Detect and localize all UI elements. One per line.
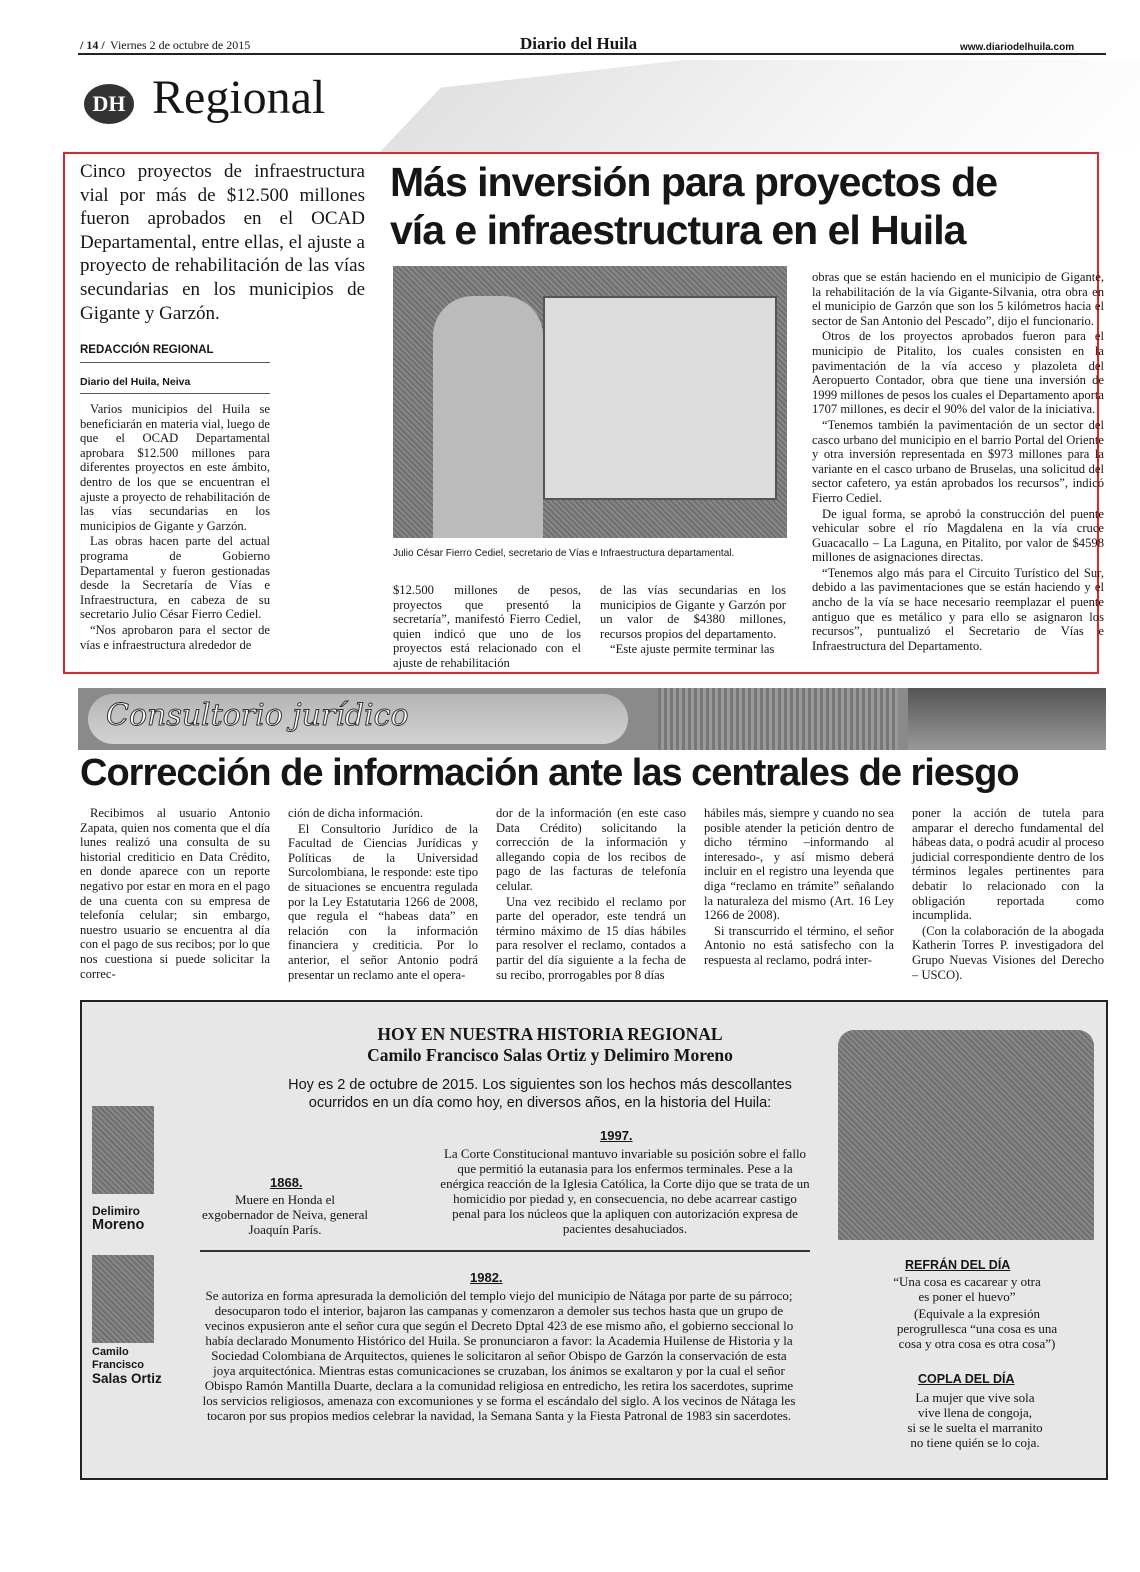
refran-text: “Una cosa es cacarear y otra es poner el huevo”: [893, 1274, 1041, 1304]
event-1982: Se autoriza en forma apresurada la demolición del templo viejo del municipio de Nátaga por parte de su párroco; desocuparon todo el interior, bajaron las campanas y comenzaron a demoler sus techos hasta que un grupo de vecinos expusieron ante el señor cura que según el Decreto Dptal 423 de ese mismo año, el gobierno seccional lo había declarado Monumento Histórico del Huila. Se pronunciaron a favor: la Academia Huilense de Historia y la Sociedad Colombiana de Arquitectos, quienes le solicitaron al señor Obispo de Garzón la conservación de esta joya arquitectónica. Mientras estas comunicaciones se cruzaban, los ánimos se exaltaron y por la cual el señor Obispo Ramón Mantilla Duarte, declara a la comunidad religiosa en entredicho, les retira los sacerdotes, suprime los servicios religiosos, amenaza con excomuniones y se forma el escándalo del siglo. A los vecinos de Nátaga les tocaron por sus propios medios celebrar la navidad, la Semana Santa y la Fiesta Patronal de 1983 sin sacerdotes.: [202, 1288, 796, 1423]
whiteboard-chart: [543, 296, 777, 500]
photo-town: [838, 1030, 1094, 1240]
person2-caption: Camilo Francisco Salas Ortiz: [92, 1346, 162, 1386]
event-1868: Muere en Honda el exgobernador de Neiva, general Joaquín París.: [201, 1192, 369, 1237]
copla-title: COPLA DEL DÍA: [918, 1372, 1015, 1386]
place-rule: [80, 393, 270, 394]
website: www.diariodelhuila.com: [960, 42, 1075, 53]
section-ribbon: [380, 60, 1140, 152]
event-1997: La Corte Constitucional mantuvo invariable su posición sobre el fallo que permitió la eutanasia para los enfermos terminales. Pese a la enérgica reacción de la Iglesia Católica, la Corte dijo que se trata de un homicidio por piedad y, en consecuencia, no debe acarrear castigo penal para los núcleos que la apliquen con autorización expresa de pacientes desahuciados.: [440, 1146, 810, 1236]
article-lead: Cinco proyectos de infraestructura vial por más de $12.500 millones fueron aprobados en el OCAD Departamental, entre ellas, el ajuste a proyecto de rehabilitación de las vías secundarias en los municipios de Gigante y Garzón.: [80, 161, 365, 324]
photo-caption: Julio César Fierro Cediel, secretario de Vías e Infraestructura departamental.: [393, 548, 735, 559]
consultorio-col-1: Recibimos al usuario Antonio Zapata, quien nos comenta que el día lunes realizó una consulta de su historial crediticio en Data Crédito, en donde aparece con un reporte negativo por estar en mora en el pago de una cuenta con su empresa de telefonía celular; sin embargo, nuestro usuario se encuentra al día con el pago de sus recibos; por lo que nos cuestiona si puede solicitar la correc-: [80, 806, 270, 981]
article-col-1: Varios municipios del Huila se beneficiarán en materia vial, luego de que el OCAD Departamental aprobara $12.500 millones para diferentes proyectos en este ámbito, dentro de los que se encuentran el ajuste a proyecto de rehabilitación de las vías secundarias en los municipios de Gigante y Garzón. Las obras hacen parte del actual programa de Gobierno Departamental y fueron gestionadas desde la Secretaría de Vías e Infraestructura, en cabeza de su secretario Julio César Fierro Cediel. “Nos aprobaron para el sector de vías e infraestructura alrededor de: [80, 402, 270, 652]
article-col-4: obras que se están haciendo en el municipio de Gigante, la rehabilitación de la vía Gigante-Silvania, otra obra en el municipio de Garzón que son los 5 kilómetros hacia el sector de San Antonio del Pescado”, dijo el funcionario. Otros de los proyectos aprobados fueron para el municipio de Pitalito, los cuales consisten en la pavimentación de la vía acceso y plazoleta del Aeropuerto Contador, obra que tiene una inversión de 1999 millones de pesos los cuales el Departamento aporta 1707 millones, es decir el 90% del valor de la iniciativa. “Tenemos también la pavimentación de un sector del casco urbano del municipio en el barrio Portal del Oriente y otra inversión representada en $973 millones para la variante en el casco urbano de Bruselas, una solicitud del sector cafetero, ya están aprobados los recursos”, indicó Fierro Cediel. De igual forma, se aprobó la construcción del puente vehicular sobre el río Magdalena en la vía cruce Guacacallo – La Laguna, en Pitalito, por valor de $4598 millones de asignaciones directas. “Tenemos algo más para el Circuito Turístico del Sur, debido a las pavimentaciones que se están haciendo y el ancho de la vía se hace necesario reemplazar el puente antiguo que es metálico y para ello se asignaron los recursos”, puntualizó el Secretario de Vías e Infraestructura del Departamento.: [812, 270, 1105, 653]
photo-secretary: [393, 266, 787, 538]
consultorio-col-5: poner la acción de tutela para amparar el derecho fundamental del hábeas data, o podrá acudir al proceso judicial correspondiente dentro de los términos legales pertinentes para debatir lo relacionado con la obligación reportada como incumplida. (Con la colaboración de la abogada Katherin Torres P. investigadora del Grupo Nuevas Visiones del Derecho – USCO).: [912, 806, 1104, 982]
article-col-2: $12.500 millones de pesos, proyectos que presentó la secretaría”, manifestó Fierro Cediel, quien indicó que uno de los proyectos está relacionado con el ajuste de rehabilitación: [393, 583, 581, 670]
timeline-line: [200, 1250, 810, 1252]
dh-logo: DH: [84, 84, 134, 124]
year-1982: 1982.: [470, 1270, 503, 1285]
consultorio-banner-title: Consultorio jurídico: [106, 698, 409, 733]
article-col-3: de las vías secundarias en los municipios de Gigante y Garzón por un valor de $4380 millones, recursos propios del departamento. “Este ajuste permite terminar las: [600, 583, 786, 657]
consultorio-col-2: ción de dicha información. El Consultorio Jurídico de la Facultad de Ciencias Jurídicas y Políticas de la Universidad Surcolombiana, le responde: este tipo de situaciones se encuentra regulada por la Ley Estatutaria 1266 de 2008, que regula el “habeas data” en relación con la información financiera y crediticia. Por lo anterior, el señor Antonio podrá presentar un reclamo ante el opera-: [288, 806, 478, 982]
consultorio-col-3: dor de la información (en este caso Data Crédito) solicitando la corrección de la información y allegando copia de los recibos de pago de las facturas de telefonía celular. Una vez recibido el reclamo por parte del operador, este tendrá un término máximo de 15 días hábiles para resolver el reclamo, contados a partir del día siguiente a la fecha de su recibo, prorrogables por 8 días: [496, 806, 686, 982]
person-figure: [433, 296, 543, 538]
consultorio-col-4: hábiles más, siempre y cuando no sea posible atender la petición dentro de dicho término –informando al interesado-, y así mismo deberá incluir en el registro una leyenda que diga “reclamo en trámite” señalando la naturaleza del mismo (Art. 16 Ley 1266 de 2008). Si transcurrido el término, el señor Antonio no está satisfecho con la respuesta al reclamo, podrá inter-: [704, 806, 894, 967]
byline: REDACCIÓN REGIONAL: [80, 344, 214, 356]
header-rule: [78, 53, 1106, 55]
photo-delimiro: [92, 1106, 154, 1194]
refran-explanation: (Equivale a la expresión perogrullesca “una cosa es una cosa y otra cosa es otra cosa”): [896, 1306, 1058, 1351]
gavel-image: [908, 688, 1106, 750]
historia-heading: HOY EN NUESTRA HISTORIA REGIONAL Camilo Francisco Salas Ortiz y Delimiro Moreno: [367, 1024, 733, 1065]
byline-rule: [80, 362, 270, 363]
scales-image: [658, 688, 898, 750]
photo-camilo: [92, 1255, 154, 1343]
page-number: / 14 /: [80, 38, 105, 52]
section-title: Regional: [152, 71, 326, 124]
person1-caption: Delimiro Moreno: [92, 1204, 145, 1233]
historia-intro: Hoy es 2 de octubre de 2015. Los siguientes son los hechos más descollantes ocurridos en un día como hoy, en diversos años, en la historia del Huila:: [288, 1077, 792, 1111]
consultorio-title: Corrección de información ante las centrales de riesgo: [80, 752, 1019, 794]
refran-title: REFRÁN DEL DÍA: [905, 1258, 1011, 1272]
byline-place: Diario del Huila, Neiva: [80, 376, 191, 388]
copla-text: La mujer que vive sola vive llena de congoja, si se le suelta el marranito no tiene quién se lo coja.: [907, 1390, 1043, 1450]
year-1997: 1997.: [600, 1128, 633, 1143]
consultorio-banner: [78, 688, 1106, 750]
paper-name: Diario del Huila: [520, 34, 638, 53]
issue-date: Viernes 2 de octubre de 2015: [110, 38, 251, 52]
year-1868: 1868.: [270, 1175, 303, 1190]
article-headline: Más inversión para proyectos de vía e infraestructura en el Huila: [390, 159, 998, 253]
